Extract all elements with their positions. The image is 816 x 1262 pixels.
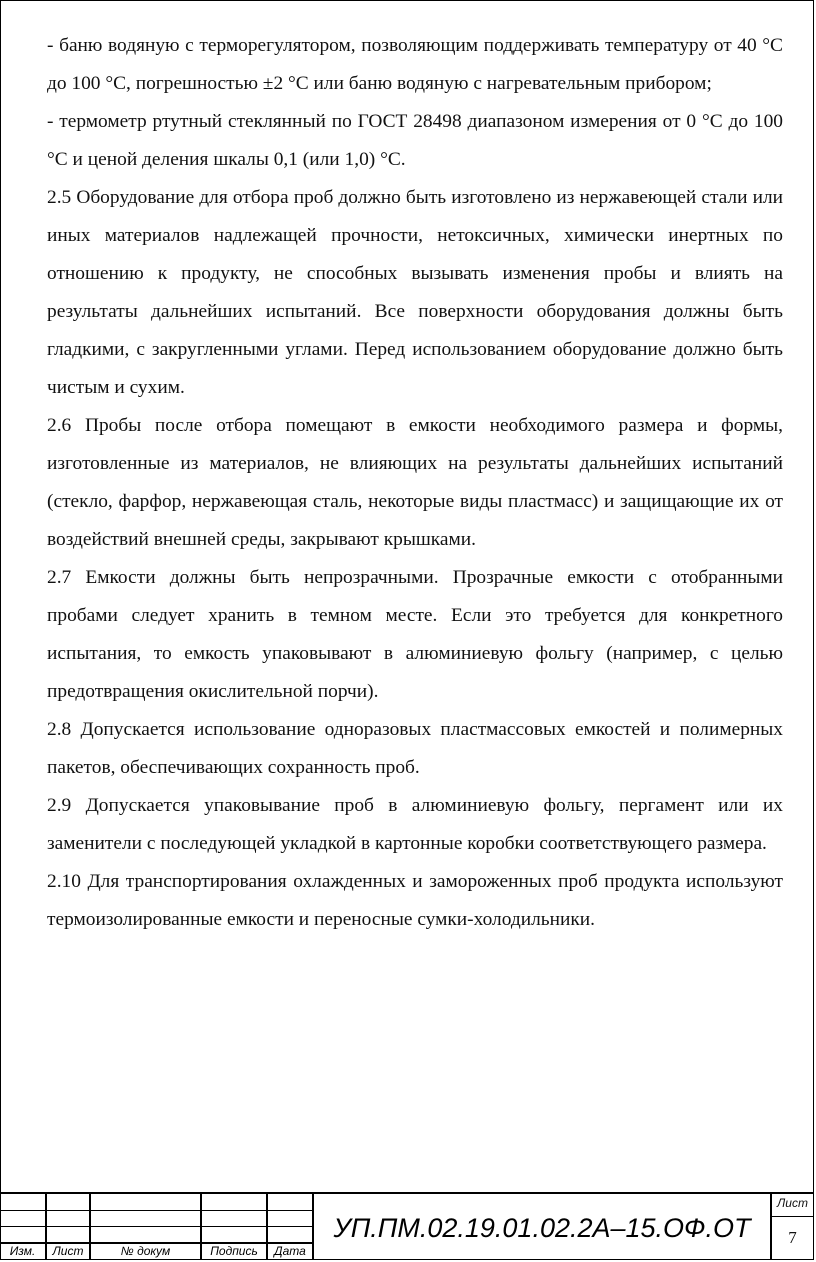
paragraph-2-7: 2.7 Емкости должны быть непрозрачными. Прозрачные емкости с отобранными пробами следует хранить в темном месте. Если это требуется для конкретного испытания, то емкость упаковывают в алюминиевую фольгу (например, с целью предотвращения окислительной порчи). bbox=[47, 567, 783, 702]
sheet-label: Лист bbox=[777, 1196, 808, 1210]
paragraph-thermometer: - термометр ртутный стеклянный по ГОСТ 28498 диапазоном измерения от 0 °С до 100 °С и ценой деления шкалы 0,1 (или 1,0) °С. bbox=[47, 111, 783, 170]
stamp-row-line bbox=[770, 1216, 814, 1217]
stamp-col-doc: № докум bbox=[120, 1244, 171, 1258]
paragraph-2-5: 2.5 Оборудование для отбора проб должно быть изготовлено из нержавеющей стали или иных материалов надлежащей прочности, нетоксичных, химически инертных по отношению к продукту, не способных вызывать изменения пробы и влиять на результаты дальнейших испытаний. Все поверхности оборудования должны быть гладкими, с закругленными углами. Перед использованием оборудование должно быть чистым и сухим. bbox=[47, 187, 783, 398]
document-code: УП.ПМ.02.19.01.02.2А–15.ОФ.ОТ bbox=[333, 1213, 751, 1243]
stamp-col-izm: Изм. bbox=[9, 1244, 36, 1258]
paragraph-2-9: 2.9 Допускается упаковывание проб в алюминиевую фольгу, пергамент или их заменители с последующей укладкой в картонные коробки соответствующего размера. bbox=[47, 795, 783, 854]
paragraph-2-8: 2.8 Допускается использование одноразовых пластмассовых емкостей и полимерных пакетов, обеспечивающих сохранность проб. bbox=[47, 719, 783, 778]
stamp-col-sign: Подпись bbox=[210, 1244, 258, 1258]
stamp-col-list: Лист bbox=[52, 1244, 84, 1258]
sheet-number: 7 bbox=[788, 1228, 797, 1247]
stamp-col-date: Дата bbox=[274, 1244, 306, 1258]
document-body bbox=[47, 27, 783, 939]
paragraph-2-6: 2.6 Пробы после отбора помещают в емкости необходимого размера и формы, изготовленные из материалов, не влияющих на результаты дальнейших испытаний (стекло, фарфор, нержавеющая сталь, некоторые виды пластмасс) и защищающие их от воздействий внешней среды, закрывают крышками. bbox=[47, 415, 783, 550]
paragraph-2-10: 2.10 Для транспортирования охлажденных и замороженных проб продукта используют термоизолированные емкости и переносные сумки-холодильники. bbox=[47, 871, 783, 930]
paragraph-bath: - баню водяную с терморегулятором, позволяющим поддерживать температуру от 40 °С до 100 °С, погрешностью ±2 °С или баню водяную с нагревательным прибором; bbox=[47, 35, 783, 94]
